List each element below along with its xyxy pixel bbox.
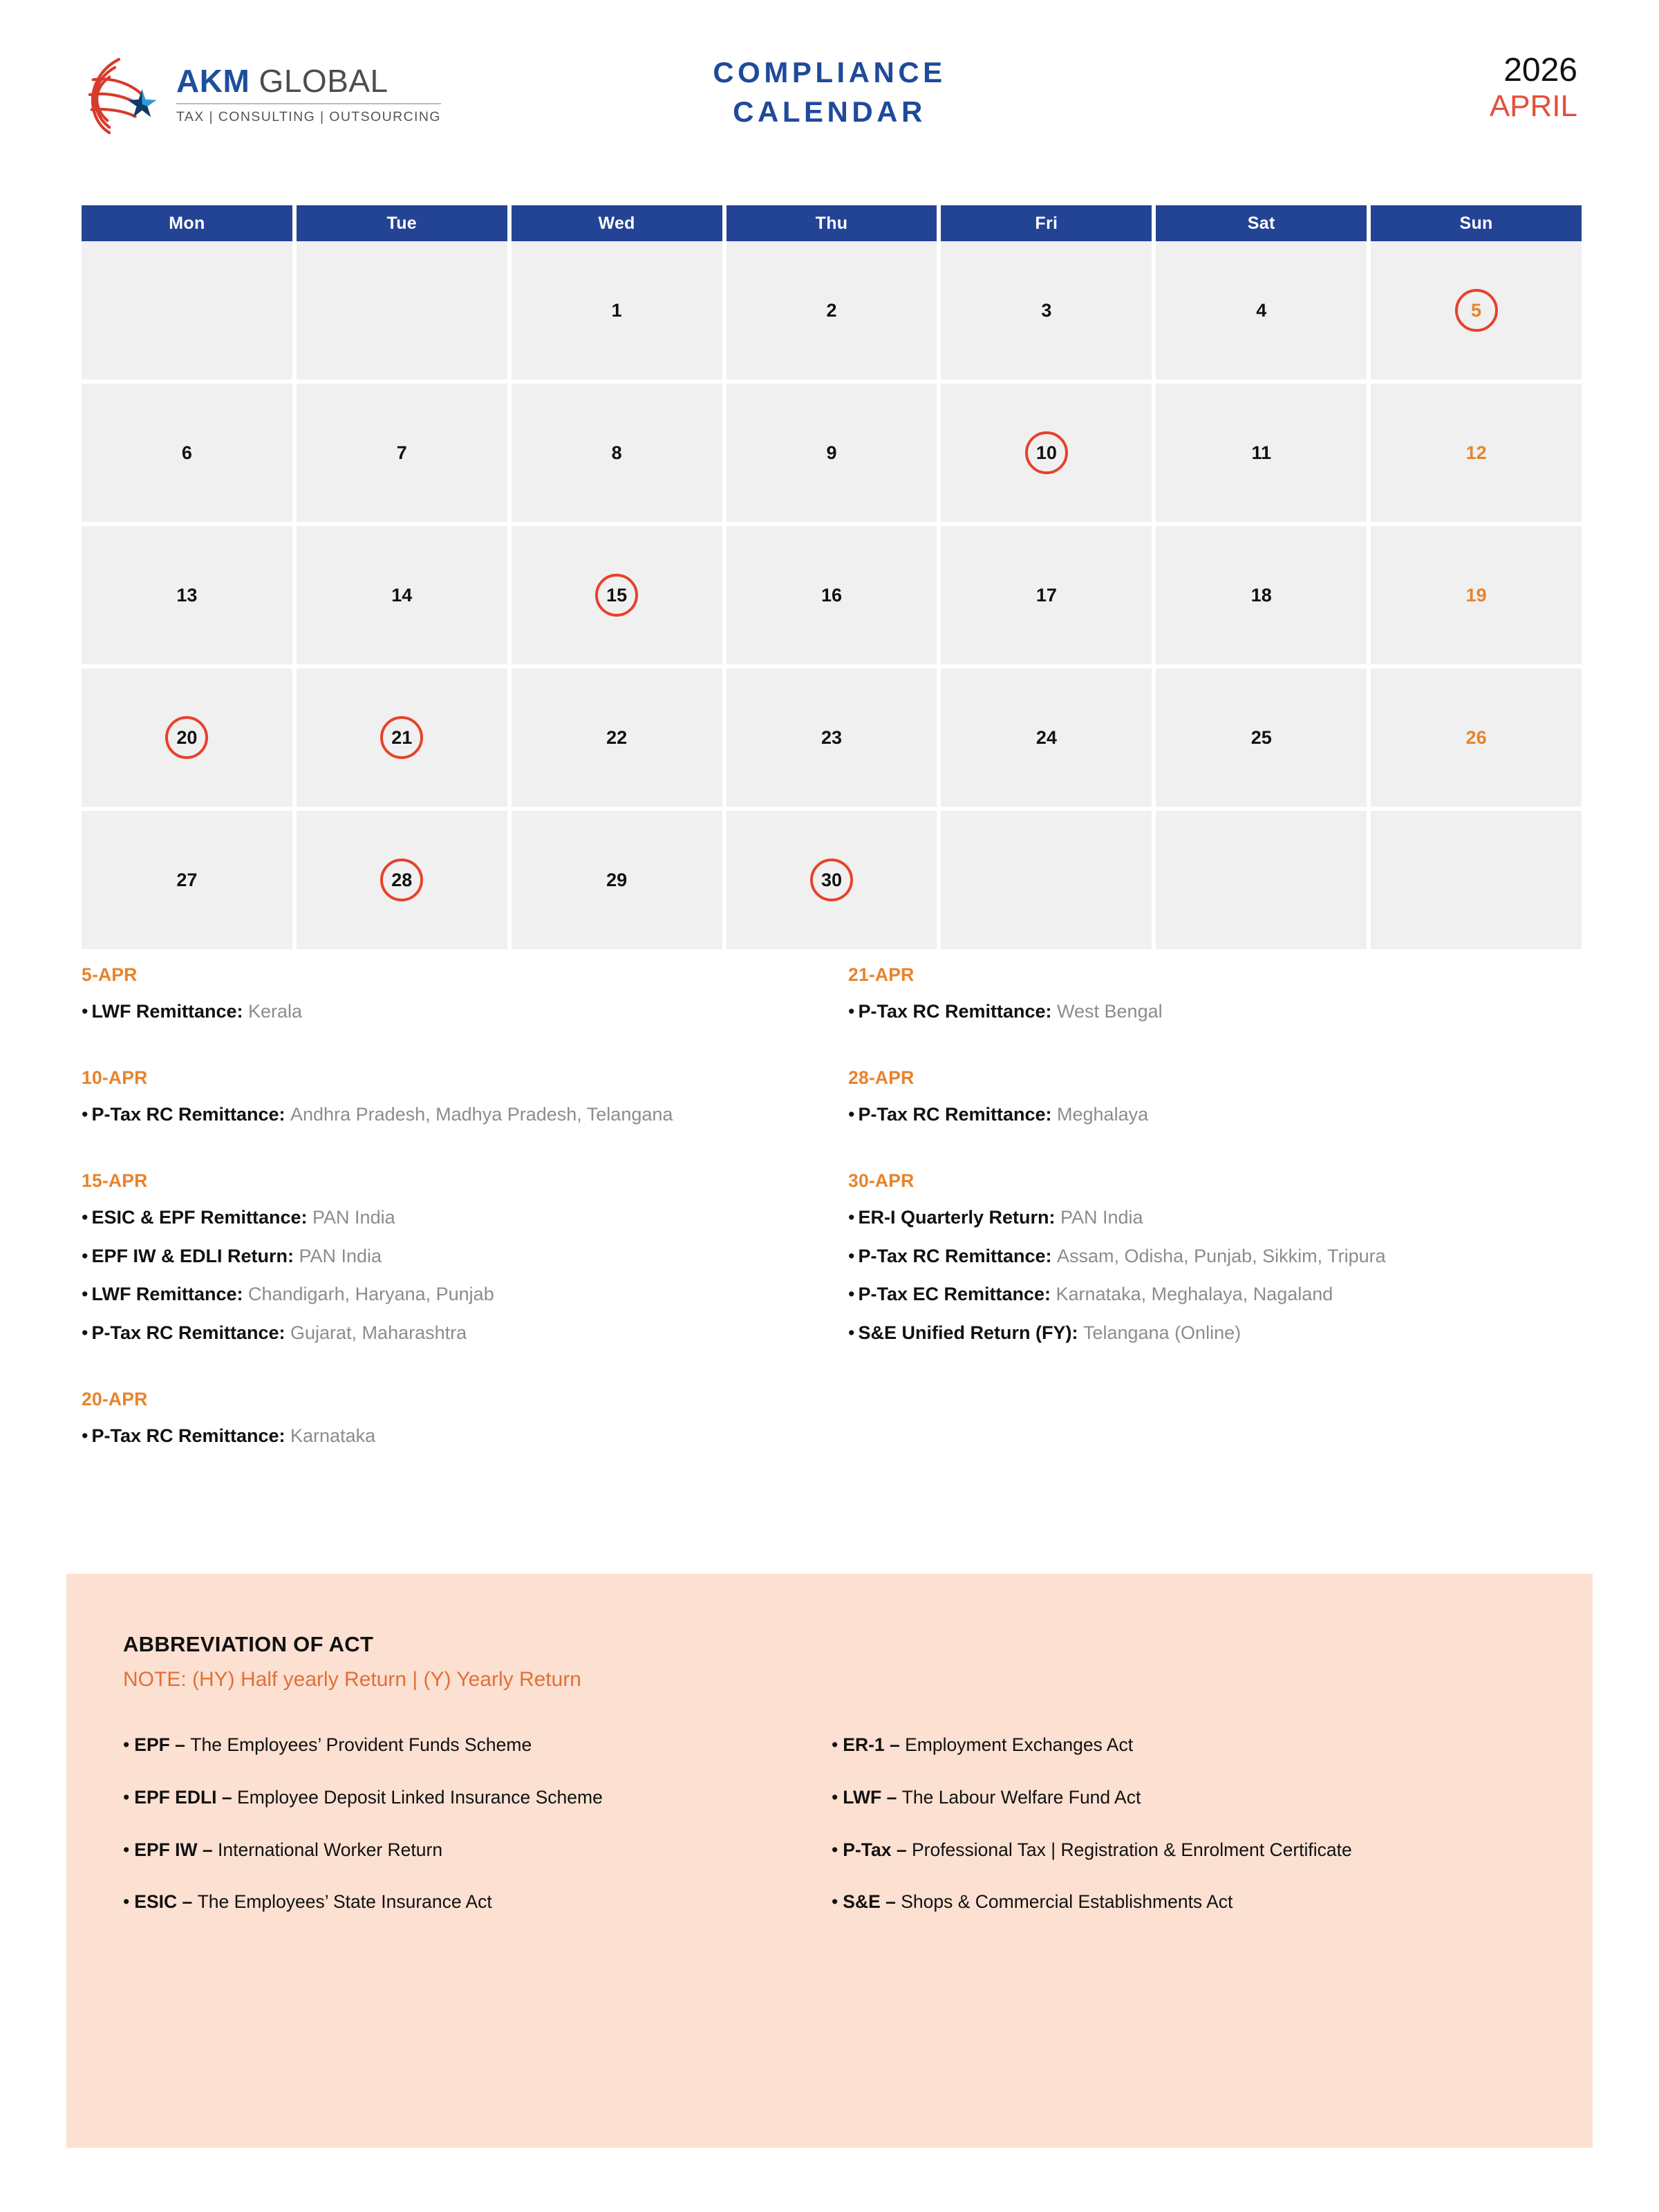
calendar-weekday-header xyxy=(82,205,1582,241)
event-label: LWF Remittance: xyxy=(91,1001,248,1022)
event-label: P-Tax RC Remittance: xyxy=(91,1425,291,1447)
bullet-icon: • xyxy=(123,1839,130,1860)
calendar-cell-day-26[interactable] xyxy=(1371,668,1582,807)
event-group xyxy=(82,1389,815,1464)
event-label: EPF IW & EDLI Return: xyxy=(91,1245,299,1266)
calendar-cell-day-15[interactable] xyxy=(512,526,722,664)
bullet-icon: • xyxy=(832,1786,838,1808)
events-right-column xyxy=(848,964,1582,1492)
bullet-icon: • xyxy=(82,1001,88,1022)
calendar-weekday-tue: Tue xyxy=(297,205,507,241)
title-line-2: CALENDAR xyxy=(733,95,926,129)
event-value: PAN India xyxy=(299,1245,382,1266)
calendar-cell-day-24[interactable] xyxy=(941,668,1152,807)
logo-name-secondary: GLOBAL xyxy=(259,62,388,99)
calendar-cell-day-11[interactable] xyxy=(1156,384,1367,522)
abbreviation-code: ESIC – xyxy=(134,1891,198,1913)
event-item xyxy=(848,1246,1582,1268)
event-date-heading: 30-APR xyxy=(848,1170,915,1191)
event-date-heading: 28-APR xyxy=(848,1067,915,1088)
bullet-icon: • xyxy=(848,1103,855,1125)
abbreviation-list xyxy=(123,1734,1519,1913)
day-number: 2 xyxy=(826,299,837,321)
event-item xyxy=(848,1207,1582,1229)
calendar-cell-day-7[interactable] xyxy=(297,384,507,522)
event-label: LWF Remittance: xyxy=(91,1284,248,1305)
calendar-cell-day-20[interactable] xyxy=(82,668,292,807)
calendar-weekday-wed: Wed xyxy=(512,205,722,241)
calendar-weekday-mon: Mon xyxy=(82,205,292,241)
bullet-icon: • xyxy=(832,1891,838,1913)
abbreviation-item xyxy=(123,1734,811,1756)
calendar-cell-empty xyxy=(941,811,1152,949)
event-value: Gujarat, Maharashtra xyxy=(290,1322,467,1344)
day-number: 16 xyxy=(821,584,843,606)
day-number: 13 xyxy=(176,584,198,606)
calendar-cell-day-12[interactable] xyxy=(1371,384,1582,522)
bullet-icon: • xyxy=(123,1891,130,1913)
day-number: 6 xyxy=(181,442,192,463)
abbreviation-code: EPF – xyxy=(134,1734,191,1755)
event-item xyxy=(848,1284,1582,1306)
event-value: Karnataka xyxy=(290,1425,376,1447)
event-label: P-Tax RC Remittance: xyxy=(858,1103,1058,1125)
bullet-icon: • xyxy=(82,1425,88,1447)
globe-star-logo-icon xyxy=(79,54,161,135)
calendar-cell-day-10[interactable] xyxy=(941,384,1152,522)
calendar-grid xyxy=(82,205,1582,949)
calendar-cell-day-25[interactable] xyxy=(1156,668,1367,807)
abbreviation-description: Professional Tax | Registration & Enrolment Certificate xyxy=(911,1839,1352,1860)
event-item xyxy=(82,1284,815,1306)
abbreviation-code: ER-1 – xyxy=(843,1734,906,1755)
bullet-icon: • xyxy=(82,1103,88,1125)
event-value: Karnataka, Meghalaya, Nagaland xyxy=(1056,1284,1333,1305)
event-value: Meghalaya xyxy=(1057,1103,1149,1125)
bullet-icon: • xyxy=(123,1734,130,1755)
bullet-icon: • xyxy=(832,1839,838,1860)
abbreviation-item xyxy=(123,1839,811,1862)
event-item xyxy=(82,1104,815,1126)
event-label: P-Tax EC Remittance: xyxy=(858,1284,1056,1305)
event-value: Telangana (Online) xyxy=(1082,1322,1241,1344)
bullet-icon: • xyxy=(82,1322,88,1344)
calendar-week-row xyxy=(82,526,1582,664)
day-number-highlighted: 21 xyxy=(380,716,423,759)
event-item xyxy=(82,1322,815,1344)
day-number: 24 xyxy=(1035,727,1057,748)
day-number-highlighted: 28 xyxy=(380,859,423,901)
abbreviation-description: The Labour Welfare Fund Act xyxy=(901,1786,1141,1808)
calendar-week-row xyxy=(82,384,1582,522)
day-number: 9 xyxy=(826,442,837,463)
calendar-weekday-fri: Fri xyxy=(941,205,1152,241)
event-label: P-Tax RC Remittance: xyxy=(91,1103,291,1125)
event-value: Assam, Odisha, Punjab, Sikkim, Tripura xyxy=(1057,1245,1386,1266)
event-value: Kerala xyxy=(247,1001,303,1022)
calendar-weeks xyxy=(82,241,1582,949)
event-date-heading: 15-APR xyxy=(82,1170,148,1191)
event-item xyxy=(848,1322,1582,1344)
day-number: 23 xyxy=(821,727,843,748)
abbreviation-item xyxy=(832,1891,1519,1913)
event-value: Andhra Pradesh, Madhya Pradesh, Telangana xyxy=(290,1103,673,1125)
event-date-heading: 20-APR xyxy=(82,1389,148,1410)
day-number-highlighted: 15 xyxy=(595,574,638,617)
abbreviation-panel xyxy=(66,1574,1593,2148)
calendar-cell-day-1[interactable] xyxy=(512,241,722,379)
calendar-cell-day-29[interactable] xyxy=(512,811,722,949)
calendar-cell-day-28[interactable] xyxy=(297,811,507,949)
day-number-highlighted: 5 xyxy=(1455,289,1498,332)
day-number: 1 xyxy=(611,299,622,321)
abbreviation-item xyxy=(832,1734,1519,1756)
event-label: ESIC & EPF Remittance: xyxy=(91,1206,313,1228)
event-item xyxy=(848,1001,1582,1023)
calendar-cell-day-22[interactable] xyxy=(512,668,722,807)
event-item xyxy=(82,1207,815,1229)
bullet-icon: • xyxy=(848,1245,855,1266)
calendar-cell-day-19[interactable] xyxy=(1371,526,1582,664)
event-value: PAN India xyxy=(312,1206,395,1228)
calendar-cell-day-2[interactable] xyxy=(727,241,937,379)
calendar-year: 2026 xyxy=(1503,52,1577,88)
compliance-events xyxy=(82,964,1582,1492)
calendar-weekday-thu: Thu xyxy=(727,205,937,241)
calendar-weekday-sun: Sun xyxy=(1371,205,1582,241)
day-number: 7 xyxy=(396,442,407,463)
calendar-cell-day-16[interactable] xyxy=(727,526,937,664)
calendar-week-row xyxy=(82,668,1582,807)
calendar-cell-day-23[interactable] xyxy=(727,668,937,807)
abbreviation-description: International Worker Return xyxy=(218,1839,443,1860)
calendar-period xyxy=(1490,51,1577,124)
calendar-week-row xyxy=(82,241,1582,379)
calendar-cell-day-8[interactable] xyxy=(512,384,722,522)
day-number-highlighted: 10 xyxy=(1025,431,1068,474)
calendar-month: APRIL xyxy=(1489,89,1577,124)
bullet-icon: • xyxy=(832,1734,838,1755)
day-number: 8 xyxy=(611,442,622,463)
event-group xyxy=(82,964,815,1040)
event-value: Chandigarh, Haryana, Punjab xyxy=(247,1284,494,1305)
calendar-cell-day-4[interactable] xyxy=(1156,241,1367,379)
event-item xyxy=(82,1425,815,1447)
event-label: ER-I Quarterly Return: xyxy=(858,1206,1060,1228)
calendar-weekday-sat: Sat xyxy=(1156,205,1367,241)
event-item xyxy=(82,1001,815,1023)
event-date-heading: 21-APR xyxy=(848,964,915,985)
abbreviation-code: EPF IW – xyxy=(134,1839,218,1860)
abbreviation-description: The Employees’ Provident Funds Scheme xyxy=(190,1734,532,1755)
day-number: 29 xyxy=(606,869,628,890)
day-number: 17 xyxy=(1035,584,1057,606)
abbreviation-title: ABBREVIATION OF ACT xyxy=(123,1632,374,1656)
calendar-cell-day-5[interactable] xyxy=(1371,241,1582,379)
calendar-cell-day-13[interactable] xyxy=(82,526,292,664)
calendar-cell-day-18[interactable] xyxy=(1156,526,1367,664)
abbreviation-description: The Employees’ State Insurance Act xyxy=(197,1891,492,1913)
day-number: 27 xyxy=(176,869,198,890)
bullet-icon: • xyxy=(848,1001,855,1022)
event-item xyxy=(82,1246,815,1268)
calendar-cell-empty xyxy=(1156,811,1367,949)
day-number: 14 xyxy=(391,584,413,606)
calendar-cell-day-6[interactable] xyxy=(82,384,292,522)
day-number: 26 xyxy=(1465,727,1487,748)
bullet-icon: • xyxy=(82,1245,88,1266)
calendar-cell-empty xyxy=(297,241,507,379)
calendar-cell-day-9[interactable] xyxy=(727,384,937,522)
abbreviation-description: Shops & Commercial Establishments Act xyxy=(901,1891,1233,1913)
bullet-icon: • xyxy=(848,1206,855,1228)
calendar-cell-day-30[interactable] xyxy=(727,811,937,949)
day-number: 19 xyxy=(1465,584,1487,606)
abbreviation-code: S&E – xyxy=(843,1891,901,1913)
logo-tagline: TAX | CONSULTING | OUTSOURCING xyxy=(176,109,441,124)
bullet-icon: • xyxy=(82,1206,88,1228)
event-item xyxy=(848,1104,1582,1126)
event-label: P-Tax RC Remittance: xyxy=(91,1322,291,1344)
day-number: 3 xyxy=(1041,299,1052,321)
calendar-cell-empty xyxy=(82,241,292,379)
calendar-cell-day-17[interactable] xyxy=(941,526,1152,664)
bullet-icon: • xyxy=(82,1284,88,1305)
abbreviation-code: EPF EDLI – xyxy=(134,1786,238,1808)
event-group xyxy=(848,1170,1582,1361)
events-left-column xyxy=(82,964,815,1492)
abbreviation-description: Employment Exchanges Act xyxy=(905,1734,1134,1755)
day-number: 22 xyxy=(606,727,628,748)
abbreviation-item xyxy=(832,1787,1519,1809)
day-number-highlighted: 30 xyxy=(810,859,853,901)
abbreviation-code: LWF – xyxy=(843,1786,902,1808)
event-value: PAN India xyxy=(1060,1206,1143,1228)
abbreviation-description: Employee Deposit Linked Insurance Scheme xyxy=(237,1786,603,1808)
event-group xyxy=(848,964,1582,1040)
event-date-heading: 10-APR xyxy=(82,1067,148,1088)
logo-divider xyxy=(176,103,441,104)
event-date-heading: 5-APR xyxy=(82,964,138,985)
event-group xyxy=(82,1170,815,1361)
event-group xyxy=(848,1067,1582,1143)
event-group xyxy=(82,1067,815,1143)
calendar-cell-day-21[interactable] xyxy=(297,668,507,807)
calendar-week-row xyxy=(82,811,1582,949)
company-logo xyxy=(79,54,441,135)
bullet-icon: • xyxy=(123,1786,130,1808)
calendar-cell-empty xyxy=(1371,811,1582,949)
abbreviation-code: P-Tax – xyxy=(843,1839,912,1860)
calendar-cell-day-3[interactable] xyxy=(941,241,1152,379)
day-number: 12 xyxy=(1465,442,1487,463)
logo-name-primary: AKM xyxy=(176,62,250,99)
event-label: S&E Unified Return (FY): xyxy=(858,1322,1083,1344)
day-number-highlighted: 20 xyxy=(165,716,208,759)
bullet-icon: • xyxy=(848,1322,855,1344)
bullet-icon: • xyxy=(848,1284,855,1305)
day-number: 4 xyxy=(1256,299,1267,321)
calendar-cell-day-14[interactable] xyxy=(297,526,507,664)
day-number: 18 xyxy=(1250,584,1272,606)
calendar-cell-day-27[interactable] xyxy=(82,811,292,949)
day-number: 11 xyxy=(1251,442,1271,463)
abbreviation-item xyxy=(832,1839,1519,1862)
event-label: P-Tax RC Remittance: xyxy=(858,1245,1058,1266)
page-header xyxy=(0,0,1659,180)
day-number: 25 xyxy=(1250,727,1272,748)
abbreviation-item xyxy=(123,1787,811,1809)
abbreviation-note: NOTE: (HY) Half yearly Return | (Y) Yearly Return xyxy=(123,1668,581,1691)
abbreviation-item xyxy=(123,1891,811,1913)
title-line-1: COMPLIANCE xyxy=(713,56,946,88)
event-label: P-Tax RC Remittance: xyxy=(858,1001,1058,1022)
event-value: West Bengal xyxy=(1057,1001,1163,1022)
